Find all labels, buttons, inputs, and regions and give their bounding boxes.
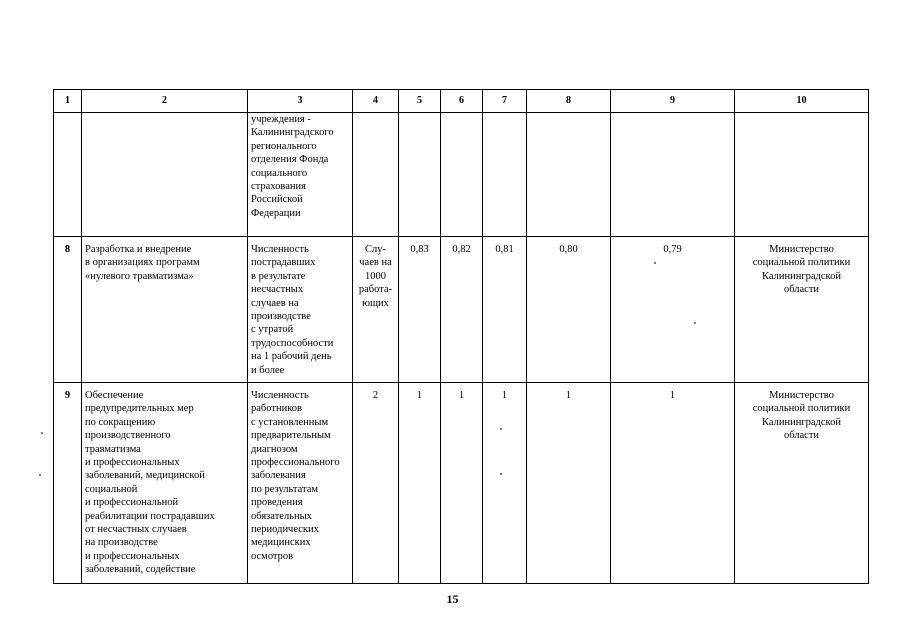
indicator-name-line: Федерации [251, 207, 301, 219]
value-6: 1 [441, 383, 483, 584]
activity-name-line: и профессиональных [85, 457, 180, 469]
value-8 [527, 113, 611, 237]
value-5 [399, 113, 441, 237]
col-header-10: 10 [735, 90, 869, 113]
table-row [54, 383, 869, 584]
activity-name [82, 237, 248, 383]
data-table [53, 89, 869, 584]
indicator-name-line: регионального [251, 140, 317, 152]
value-5: 1 [399, 383, 441, 584]
col-header-3: 3 [248, 90, 353, 113]
indicator-name-line: Российской [251, 194, 303, 206]
responsible-line: области [783, 284, 820, 296]
activity-name-line: реабилитации пострадавших [85, 510, 215, 522]
table-body [54, 90, 869, 584]
activity-name-line: «нулевого травматизма» [85, 270, 194, 282]
responsible [735, 237, 869, 383]
activity-name [82, 113, 248, 237]
indicator-name-line: по результатам [251, 483, 319, 495]
unit-line: 2 [372, 390, 379, 401]
col-header-4: 4 [353, 90, 399, 113]
activity-name-line: и профессиональной [85, 497, 179, 509]
value-9: 1 [611, 383, 735, 584]
indicator-name-line: заболевания [251, 470, 306, 482]
responsible-line: Калининградской [762, 416, 841, 428]
scan-speck [694, 322, 696, 324]
unit [353, 113, 399, 237]
indicator-name-line: несчастных [251, 284, 304, 296]
scan-speck [654, 262, 656, 264]
indicator-name-line: учреждения - [251, 114, 311, 125]
unit-line: 1000 [365, 270, 386, 282]
col-header-2: 2 [82, 90, 248, 113]
unit [353, 237, 399, 383]
col-header-7: 7 [483, 90, 527, 113]
row-number [54, 113, 82, 237]
indicator-name-line: социального [251, 167, 308, 179]
value-5: 0,83 [399, 237, 441, 383]
responsible-line: Министерство [769, 244, 834, 255]
activity-name-line: по сокращению [85, 416, 156, 428]
indicator-name-line: производстве [251, 311, 311, 323]
activity-name-line: производственного [85, 430, 171, 442]
value-7 [483, 113, 527, 237]
value-6 [441, 113, 483, 237]
table-row [54, 113, 869, 237]
unit-line: ющих [362, 297, 389, 309]
indicator-name-line: страхования [251, 181, 306, 193]
scan-speck [39, 474, 41, 476]
responsible [735, 113, 869, 237]
value-8: 1 [527, 383, 611, 584]
indicator-name-line: Численность [251, 390, 309, 401]
unit [353, 383, 399, 584]
responsible-line: области [783, 430, 820, 442]
activity-name-line: травматизма [85, 443, 141, 455]
indicator-name-line: Калининградского [251, 127, 334, 139]
indicator-name-line: отделения Фонда [251, 154, 329, 166]
indicator-name-line: предварительным [251, 430, 331, 442]
value-9: 0,79 [611, 237, 735, 383]
indicator-name-line: периодических [251, 524, 319, 536]
responsible-line: Калининградской [762, 270, 841, 282]
activity-name-line: от несчастных случаев [85, 524, 187, 536]
indicator-name-line: профессионального [251, 457, 340, 469]
activity-name-line: Разработка и внедрение [85, 244, 192, 255]
indicator-name-line: проведения [251, 497, 303, 509]
row-number: 8 [54, 237, 82, 383]
value-7: 0,81 [483, 237, 527, 383]
indicator-name-line: на 1 рабочий день [251, 351, 332, 363]
indicator-name-line: Численность [251, 244, 309, 255]
activity-name-line: заболеваний, содействие [85, 564, 196, 576]
activity-name [82, 383, 248, 584]
indicator-name-line: пострадавших [251, 257, 316, 269]
table-header-row [54, 90, 869, 113]
indicator-name [248, 237, 353, 383]
activity-name-line: социальной [85, 483, 138, 495]
col-header-5: 5 [399, 90, 441, 113]
indicator-name-line: обязательных [251, 510, 312, 522]
unit-line: чаев на [359, 257, 392, 269]
col-header-8: 8 [527, 90, 611, 113]
row-number: 9 [54, 383, 82, 584]
activity-name-line: на производстве [85, 537, 158, 549]
col-header-1: 1 [54, 90, 82, 113]
indicator-name-line: с утратой [251, 324, 294, 336]
scan-speck [41, 432, 43, 434]
page-number: 15 [446, 592, 459, 606]
indicator-name-line: диагнозом [251, 443, 298, 455]
unit-line: работа- [358, 284, 393, 296]
responsible-line: Министерство [769, 390, 834, 401]
col-header-6: 6 [441, 90, 483, 113]
indicator-name-line: медицинских [251, 537, 311, 549]
activity-name-line: Обеспечение [85, 390, 144, 401]
value-7: 1 [483, 383, 527, 584]
indicator-name-line: с установленным [251, 416, 329, 428]
unit-line: Слу- [365, 244, 386, 255]
indicator-name-line: осмотров [251, 550, 294, 562]
activity-name-line: заболеваний, медицинской [85, 470, 205, 482]
col-header-9: 9 [611, 90, 735, 113]
indicator-name-line: случаев на [251, 297, 299, 309]
activity-name-line: в организациях программ [85, 257, 200, 269]
activity-name-line: предупредительных мер [85, 403, 194, 415]
responsible-line: социальной политики [752, 403, 851, 415]
scan-speck [500, 428, 502, 430]
indicator-name-line: в результате [251, 270, 306, 282]
responsible [735, 383, 869, 584]
indicator-name-line: работников [251, 403, 302, 415]
value-9 [611, 113, 735, 237]
indicator-name [248, 383, 353, 584]
responsible-line: социальной политики [752, 257, 851, 269]
indicator-name-line: трудоспособности [251, 337, 334, 349]
indicator-name [248, 113, 353, 237]
indicator-name-line: и более [251, 364, 285, 376]
table-row [54, 237, 869, 383]
value-8: 0,80 [527, 237, 611, 383]
scan-speck [500, 473, 502, 475]
activity-name-line: и профессиональных [85, 550, 180, 562]
value-6: 0,82 [441, 237, 483, 383]
